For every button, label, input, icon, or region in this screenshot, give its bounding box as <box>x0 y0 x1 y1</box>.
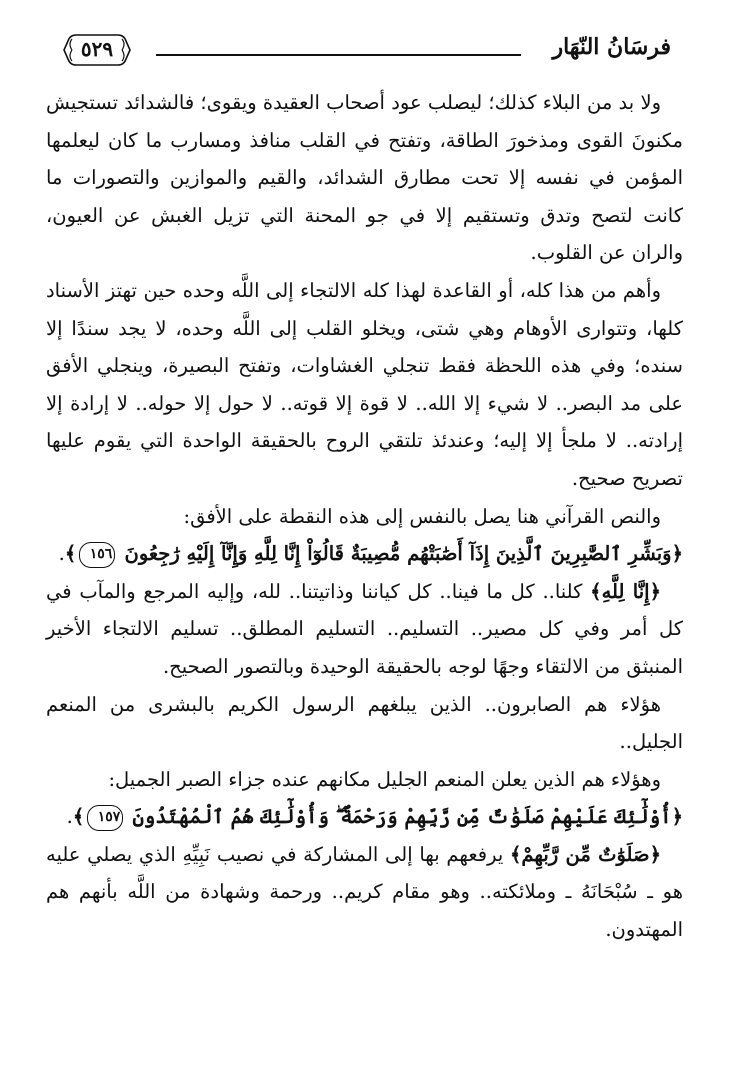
verse-156 <box>46 535 683 573</box>
ayah-number-badge: ١٥٦ <box>79 542 115 568</box>
paragraph-blessings-from-lord <box>46 836 683 949</box>
page-number-frame <box>62 32 132 68</box>
verse-open-bracket: ﴿ <box>671 542 683 566</box>
verse-end-mark: . <box>58 542 65 566</box>
verse-157 <box>46 798 683 836</box>
ayah-number-badge: ١٥٧ <box>87 805 123 831</box>
paragraph-trials: ولا بد من البلاء كذلك؛ ليصلب عود أصحاب العقيدة ويقوى؛ فالشدائد تستجيش مكنونَ القوى ومذخورَ الطاقة، وتفتح في القلب منافذ ومسارب ما كان ليعلمها المؤمن في نفسه إلا تحت مطارق الشدائد، والقيم والموازين والتصورات ما كانت لتصح وتدق وتستقيم إلا في جو المحنة التي تزيل الغبش عن العيون، والران عن القلوب. <box>46 91 683 265</box>
paragraph-we-belong-to-god <box>46 573 683 686</box>
body-text <box>46 84 683 949</box>
paragraph-text: يرفعهم بها إلى المشاركة في نصيب نَبِيِّهِ الذي يصلي عليه هو ـ سُبْحَانَهُ ـ وملائكته.. وهو مقام كريم.. ورحمة وشهادة من اللَّه بأنهم هم المهتدون. <box>46 842 683 942</box>
verse-text: وَبَشِّرِ ٱلصَّٰبِرِينَ ٱلَّذِينَ إِذَآ أَصَٰبَتْهُم مُّصِيبَةٌ قَالُوٓاْ إِنَّا لِلَّهِ وَإِنَّآ إِلَيْهِ رَٰجِعُونَ <box>124 542 672 566</box>
verse-close-bracket: ﴾ <box>72 805 85 829</box>
paragraph-the-patient: هؤلاء هم الصابرون.. الذين يبلغهم الرسول الكريم بالبشرى من المنعم الجليل.. <box>46 692 683 754</box>
page-number: ٥٢٩ <box>80 37 114 61</box>
inline-quran-quote: ﴿إِنَّا لِلَّهِ﴾ <box>590 579 661 603</box>
verse-text: أُوْلَٰٓئِكَ عَلَيْهِمْ صَلَوَٰتٌ مِّن رَّبِّهِمْ وَرَحْمَةٌ ۖ وَأُوْلَٰٓئِكَ هُمُ ٱلْمُهْتَدُونَ <box>132 805 672 829</box>
page-header <box>56 28 671 72</box>
paragraph-refuge-in-god: وأهم من هذا كله، أو القاعدة لهذا كله الالتجاء إلى اللَّه وحده حين تهتز الأسناد كلها، وتتوارى الأوهام وهي شتى، ويخلو القلب إلى اللَّه وحده، لا يجد سندًا إلا سنده؛ وفي هذه اللحظة فقط تنجلي الغشاوات، وتفتح البصيرة، وينجلي الأفق على مد البصر.. لا شيء إلا الله.. لا قوة إلا قوته.. لا حول إلا حوله.. لا إرادة إلا إرادته.. لا ملجأ إلا إليه؛ وعندئذ تلتقي الروح بالحقيقة الواحدة التي يقوم عليها تصريح صحيح. <box>46 278 683 490</box>
paragraph-reward-of-patience: وهؤلاء هم الذين يعلن المنعم الجليل مكانهم عنده جزاء الصبر الجميل: <box>108 767 661 791</box>
verse-close-bracket: ﴾ <box>64 542 77 566</box>
inline-quran-quote: ﴿صَلَوَٰتٌ مِّن رَّبِّهِمْ﴾ <box>510 842 661 866</box>
header-rule <box>156 54 521 56</box>
verse-end-mark: . <box>66 805 73 829</box>
paragraph-text: كلنا.. كل ما فينا.. كل كياننا وذاتيتنا.. لله، وإليه المرجع والمآب في كل أمر وفي كل مصير.. التسليم.. التسليم المطلق.. تسليم الالتجاء الأخير المنبثق من الالتقاء وجهًا لوجه بالحقيقة الوحيدة وبالتصور الصحيح. <box>46 579 683 678</box>
verse-open-bracket: ﴿ <box>671 805 683 829</box>
paragraph-quranic-text-intro: والنص القرآني هنا يصل بالنفس إلى هذه النقطة على الأفق: <box>183 504 661 528</box>
running-title: فرسَانُ النّهَار <box>552 34 671 60</box>
